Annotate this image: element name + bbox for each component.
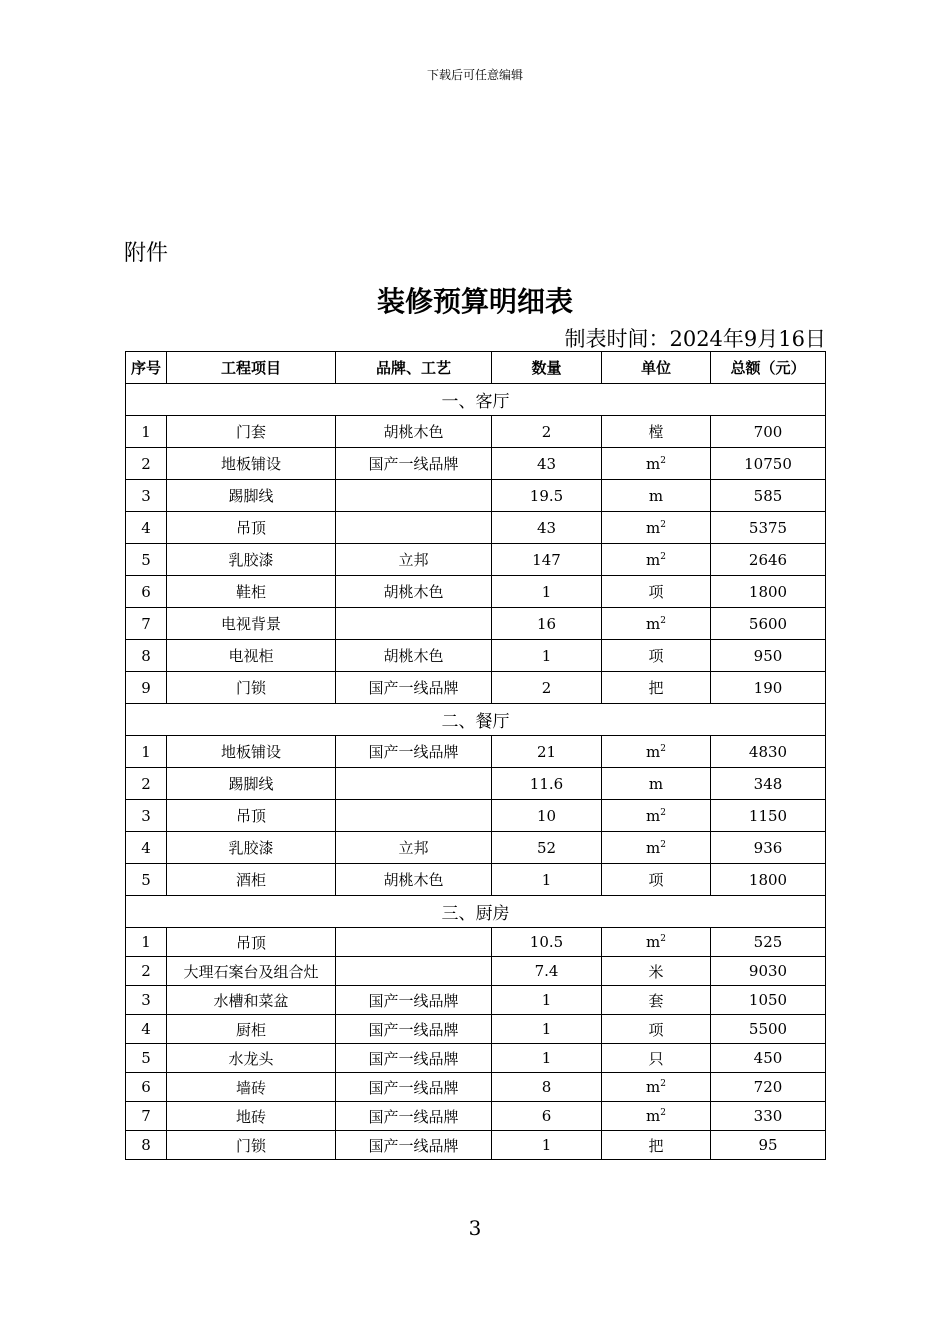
cell-unit [602, 957, 711, 986]
column-header-total: 总额（元） [711, 352, 826, 384]
cell-total: 1150 [711, 800, 826, 832]
unit-text: m [646, 1107, 661, 1125]
cell-unit [602, 512, 711, 544]
cell-item: 墙砖 [167, 1073, 336, 1102]
cell-item: 地板铺设 [167, 736, 336, 768]
cell-no: 3 [126, 986, 167, 1015]
table-row [126, 1015, 826, 1044]
cell-total: 585 [711, 480, 826, 512]
section-row [126, 896, 826, 928]
cell-unit [602, 1044, 711, 1073]
cell-brand [336, 800, 492, 832]
cell-brand: 国产一线品牌 [336, 986, 492, 1015]
table-row [126, 416, 826, 448]
cell-qty: 21 [492, 736, 602, 768]
cell-item: 地砖 [167, 1102, 336, 1131]
cell-item: 门套 [167, 416, 336, 448]
cell-total: 10750 [711, 448, 826, 480]
table-row [126, 672, 826, 704]
budget-table [125, 351, 826, 1160]
unit-text: m [646, 933, 661, 951]
cell-brand: 立邦 [336, 832, 492, 864]
section-title: 三、厨房 [126, 896, 826, 928]
cell-brand: 胡桃木色 [336, 416, 492, 448]
page-number: 3 [468, 1216, 482, 1240]
unit-superscript: 2 [660, 1079, 666, 1089]
column-header-qty: 数量 [492, 352, 602, 384]
cell-qty: 1 [492, 1131, 602, 1160]
cell-no: 5 [126, 1044, 167, 1073]
unit-superscript: 2 [660, 743, 666, 754]
cell-unit [602, 416, 711, 448]
column-header-item: 工程项目 [167, 352, 336, 384]
unit-superscript: 2 [660, 615, 666, 626]
cell-total: 1050 [711, 986, 826, 1015]
cell-brand [336, 928, 492, 957]
attachment-label: 附件 [124, 241, 169, 266]
cell-total: 700 [711, 416, 826, 448]
cell-total: 9030 [711, 957, 826, 986]
table-row [126, 957, 826, 986]
cell-brand: 国产一线品牌 [336, 448, 492, 480]
cell-brand: 立邦 [336, 544, 492, 576]
table-row [126, 1073, 826, 1102]
unit-text: m [646, 454, 661, 473]
cell-brand: 国产一线品牌 [336, 1131, 492, 1160]
unit-text: m [646, 806, 661, 825]
cell-total: 5500 [711, 1015, 826, 1044]
unit-text: 米 [648, 962, 664, 981]
section-row [126, 384, 826, 416]
cell-qty: 7.4 [492, 957, 602, 986]
table-row [126, 1102, 826, 1131]
section-title: 二、餐厅 [126, 704, 826, 736]
cell-total: 95 [711, 1131, 826, 1160]
unit-text: 把 [648, 1136, 664, 1155]
date-line: 制表时间：2024年9月16日 [564, 327, 826, 351]
column-header-no: 序号 [126, 352, 167, 384]
document-title: 装修预算明细表 [376, 285, 573, 318]
cell-brand: 国产一线品牌 [336, 1044, 492, 1073]
cell-no: 5 [126, 864, 167, 896]
cell-total: 348 [711, 768, 826, 800]
cell-no: 6 [126, 576, 167, 608]
unit-text: m [646, 838, 661, 857]
cell-unit [602, 800, 711, 832]
cell-item: 电视柜 [167, 640, 336, 672]
cell-unit [602, 608, 711, 640]
cell-qty: 1 [492, 864, 602, 896]
cell-brand [336, 768, 492, 800]
cell-total: 1800 [711, 576, 826, 608]
table-row [126, 986, 826, 1015]
table-row [126, 928, 826, 957]
cell-unit [602, 1131, 711, 1160]
unit-superscript: 2 [660, 1108, 666, 1118]
table-row [126, 576, 826, 608]
cell-no: 2 [126, 448, 167, 480]
unit-superscript: 2 [660, 807, 666, 818]
unit-text: 项 [648, 1020, 664, 1039]
unit-text: m [648, 774, 664, 793]
cell-brand: 国产一线品牌 [336, 1073, 492, 1102]
cell-brand: 胡桃木色 [336, 640, 492, 672]
cell-no: 7 [126, 1102, 167, 1131]
unit-text: m [646, 614, 661, 633]
cell-unit [602, 736, 711, 768]
column-header-brand: 品牌、工艺 [336, 352, 492, 384]
cell-item: 鞋柜 [167, 576, 336, 608]
cell-brand: 国产一线品牌 [336, 672, 492, 704]
unit-text: m [646, 742, 661, 761]
cell-qty: 10.5 [492, 928, 602, 957]
unit-text: m [648, 486, 664, 505]
cell-item: 吊顶 [167, 512, 336, 544]
cell-no: 2 [126, 957, 167, 986]
cell-no: 8 [126, 1131, 167, 1160]
table-row [126, 768, 826, 800]
cell-unit [602, 672, 711, 704]
cell-unit [602, 928, 711, 957]
cell-no: 4 [126, 832, 167, 864]
cell-brand: 国产一线品牌 [336, 1015, 492, 1044]
cell-qty: 10 [492, 800, 602, 832]
cell-no: 7 [126, 608, 167, 640]
cell-brand: 国产一线品牌 [336, 736, 492, 768]
cell-unit [602, 640, 711, 672]
cell-total: 450 [711, 1044, 826, 1073]
cell-item: 水龙头 [167, 1044, 336, 1073]
table-row [126, 864, 826, 896]
cell-unit [602, 448, 711, 480]
cell-brand: 胡桃木色 [336, 864, 492, 896]
cell-item: 大理石案台及组合灶 [167, 957, 336, 986]
cell-brand [336, 608, 492, 640]
cell-item: 吊顶 [167, 800, 336, 832]
cell-qty: 1 [492, 640, 602, 672]
cell-brand [336, 512, 492, 544]
cell-total: 4830 [711, 736, 826, 768]
unit-text: 套 [648, 991, 664, 1010]
section-title: 一、客厅 [126, 384, 826, 416]
cell-qty: 19.5 [492, 480, 602, 512]
unit-superscript: 2 [660, 551, 666, 562]
cell-qty: 8 [492, 1073, 602, 1102]
cell-unit [602, 1102, 711, 1131]
cell-no: 1 [126, 736, 167, 768]
cell-unit [602, 1015, 711, 1044]
cell-no: 8 [126, 640, 167, 672]
unit-superscript: 2 [660, 934, 666, 944]
cell-item: 水槽和菜盆 [167, 986, 336, 1015]
cell-total: 950 [711, 640, 826, 672]
unit-text: 项 [648, 647, 664, 665]
cell-unit [602, 768, 711, 800]
cell-total: 720 [711, 1073, 826, 1102]
cell-total: 936 [711, 832, 826, 864]
unit-text: 樘 [648, 423, 664, 441]
table-row [126, 736, 826, 768]
cell-item: 门锁 [167, 1131, 336, 1160]
cell-qty: 6 [492, 1102, 602, 1131]
unit-superscript: 2 [660, 839, 666, 850]
cell-no: 5 [126, 544, 167, 576]
table-row [126, 512, 826, 544]
cell-qty: 52 [492, 832, 602, 864]
cell-qty: 1 [492, 1015, 602, 1044]
cell-unit [602, 480, 711, 512]
cell-no: 3 [126, 800, 167, 832]
section-row [126, 704, 826, 736]
cell-unit [602, 864, 711, 896]
cell-item: 踢脚线 [167, 768, 336, 800]
cell-item: 吊顶 [167, 928, 336, 957]
table-row [126, 1131, 826, 1160]
cell-no: 3 [126, 480, 167, 512]
cell-brand: 胡桃木色 [336, 576, 492, 608]
cell-total: 5600 [711, 608, 826, 640]
cell-qty: 2 [492, 672, 602, 704]
table-row [126, 1044, 826, 1073]
unit-text: 项 [648, 583, 664, 601]
unit-text: 只 [648, 1049, 664, 1068]
table-row [126, 832, 826, 864]
cell-item: 踢脚线 [167, 480, 336, 512]
cell-total: 525 [711, 928, 826, 957]
cell-no: 1 [126, 928, 167, 957]
cell-qty: 1 [492, 1044, 602, 1073]
cell-qty: 2 [492, 416, 602, 448]
unit-text: 把 [648, 679, 664, 697]
cell-no: 4 [126, 512, 167, 544]
header-note: 下载后可任意编辑 [426, 68, 523, 82]
table-body [126, 384, 826, 1160]
table-row [126, 800, 826, 832]
cell-no: 1 [126, 416, 167, 448]
cell-total: 190 [711, 672, 826, 704]
unit-text: m [646, 518, 661, 537]
table-row [126, 544, 826, 576]
table-row [126, 640, 826, 672]
cell-no: 4 [126, 1015, 167, 1044]
cell-brand: 国产一线品牌 [336, 1102, 492, 1131]
table-row [126, 448, 826, 480]
unit-superscript: 2 [660, 519, 666, 530]
cell-total: 1800 [711, 864, 826, 896]
cell-no: 9 [126, 672, 167, 704]
table-row [126, 608, 826, 640]
cell-unit [602, 986, 711, 1015]
cell-item: 乳胶漆 [167, 832, 336, 864]
unit-text: m [646, 550, 661, 569]
cell-brand [336, 957, 492, 986]
cell-total: 330 [711, 1102, 826, 1131]
cell-no: 2 [126, 768, 167, 800]
cell-unit [602, 1073, 711, 1102]
cell-item: 地板铺设 [167, 448, 336, 480]
cell-unit [602, 576, 711, 608]
cell-qty: 1 [492, 986, 602, 1015]
cell-qty: 43 [492, 512, 602, 544]
cell-item: 厨柜 [167, 1015, 336, 1044]
cell-unit [602, 544, 711, 576]
cell-item: 乳胶漆 [167, 544, 336, 576]
unit-text: 项 [648, 871, 664, 889]
cell-no: 6 [126, 1073, 167, 1102]
cell-brand [336, 480, 492, 512]
cell-total: 2646 [711, 544, 826, 576]
column-header-unit: 单位 [602, 352, 711, 384]
table-header-row [126, 352, 826, 384]
cell-item: 门锁 [167, 672, 336, 704]
cell-item: 电视背景 [167, 608, 336, 640]
cell-total: 5375 [711, 512, 826, 544]
cell-item: 酒柜 [167, 864, 336, 896]
cell-qty: 43 [492, 448, 602, 480]
table-row [126, 480, 826, 512]
cell-qty: 11.6 [492, 768, 602, 800]
cell-qty: 16 [492, 608, 602, 640]
cell-unit [602, 832, 711, 864]
cell-qty: 1 [492, 576, 602, 608]
unit-text: m [646, 1078, 661, 1096]
cell-qty: 147 [492, 544, 602, 576]
unit-superscript: 2 [660, 455, 666, 466]
